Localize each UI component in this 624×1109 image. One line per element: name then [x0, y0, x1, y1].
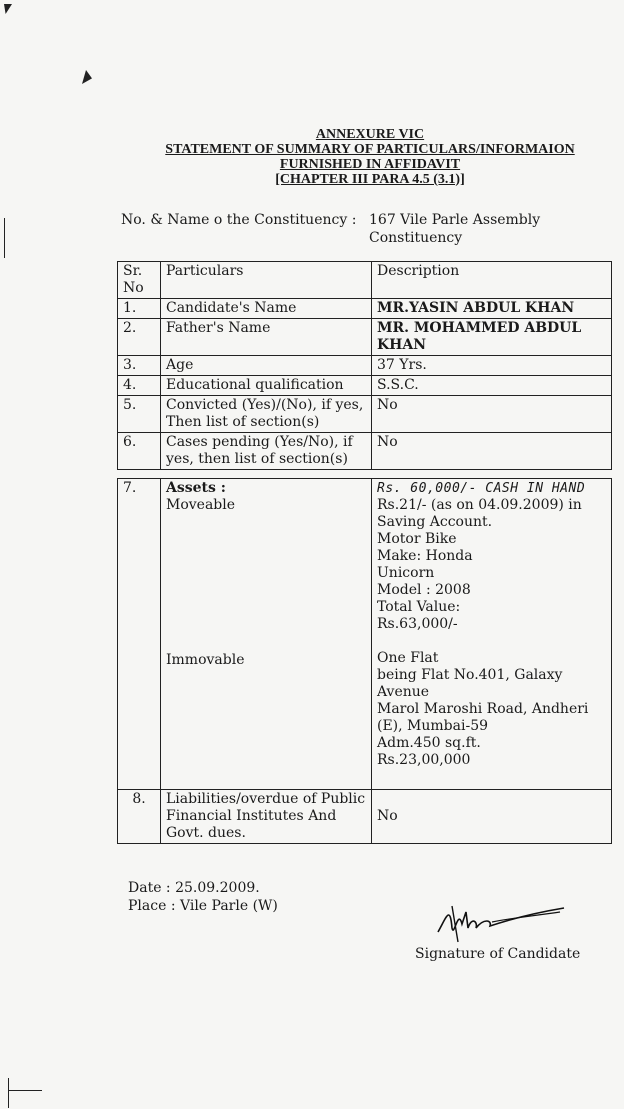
row-particulars: Cases pending (Yes/No), if yes, then list of section(s): [161, 433, 372, 470]
scan-mark-bottom-left-h: [8, 1090, 42, 1091]
row-description: 37 Yrs.: [372, 356, 612, 376]
place-line: Place : Vile Parle (W): [128, 898, 278, 914]
immovable-line: Marol Maroshi Road, Andheri (E), Mumbai-59: [377, 701, 589, 734]
row-particulars: Father's Name: [161, 319, 372, 356]
row-description: S.S.C.: [372, 376, 612, 396]
affidavit-title: FURNISHED IN AFFIDAVIT: [279, 157, 461, 172]
row-sr: 5.: [118, 396, 161, 433]
row-description: No: [372, 433, 612, 470]
scan-mark-smudge: [82, 70, 92, 84]
table-row: [118, 299, 612, 319]
table-row: [118, 319, 612, 356]
assets-title: Assets :: [166, 480, 226, 496]
particulars-table: [117, 261, 612, 470]
liabilities-row: [118, 790, 612, 844]
document-heading: [120, 127, 620, 187]
row-sr: 1.: [118, 299, 161, 319]
moveable-line: Motor Bike: [377, 531, 457, 547]
constituency-value-line1: 167 Vile Parle Assembly: [369, 212, 541, 228]
immovable-label: Immovable: [166, 652, 245, 668]
header-description: Description: [372, 262, 612, 299]
moveable-line: Unicorn: [377, 565, 435, 581]
annexure-title: ANNEXURE VIC: [315, 127, 425, 142]
constituency-line: [121, 211, 541, 246]
row-particulars: Age: [161, 356, 372, 376]
handwritten-signature: [432, 898, 572, 946]
moveable-label: Moveable: [166, 497, 236, 513]
row-particulars: Educational qualification: [161, 376, 372, 396]
signature-label: Signature of Candidate: [415, 946, 581, 962]
constituency-value: [369, 211, 569, 247]
moveable-line: Rs.63,000/-: [377, 616, 458, 632]
assets-sr: 7.: [118, 479, 161, 790]
table-row: [118, 396, 612, 433]
date-line: Date : 25.09.2009.: [128, 880, 260, 896]
row-particulars: Convicted (Yes)/(No), if yes, Then list of section(s): [161, 396, 372, 433]
statement-title: STATEMENT OF SUMMARY OF PARTICULARS/INFORMAION: [165, 142, 575, 157]
table-row: [118, 376, 612, 396]
header-sr: Sr. No: [118, 262, 161, 299]
immovable-line: being Flat No.401, Galaxy Avenue: [377, 667, 563, 700]
table-row: [118, 433, 612, 470]
moveable-line: Model : 2008: [377, 582, 471, 598]
row-particulars: Candidate's Name: [161, 299, 372, 319]
assets-row: [118, 479, 612, 790]
handwritten-cash-note: Rs. 60,000/- CASH IN HAND: [377, 481, 586, 496]
moveable-line: Rs.21/- (as on 04.09.2009) in Saving Account.: [377, 497, 582, 530]
immovable-line: One Flat: [377, 650, 439, 666]
liabilities-description: No: [372, 790, 612, 844]
assets-table: [117, 478, 612, 844]
moveable-line: Total Value:: [377, 599, 461, 615]
constituency-label: No. & Name o the Constituency :: [121, 212, 357, 228]
row-sr: 2.: [118, 319, 161, 356]
table-header-row: [118, 262, 612, 299]
scan-mark-bottom-left: [8, 1078, 9, 1108]
header-particulars: Particulars: [161, 262, 372, 299]
row-sr: 6.: [118, 433, 161, 470]
liabilities-sr: 8.: [118, 790, 161, 844]
scan-mark-top-left: [4, 4, 12, 14]
immovable-line: Adm.450 sq.ft.: [377, 735, 481, 751]
chapter-reference: [CHAPTER III PARA 4.5 (3.1)]: [275, 172, 465, 187]
moveable-line: Make: Honda: [377, 548, 473, 564]
table-row: [118, 356, 612, 376]
constituency-value-line2: Constituency: [369, 230, 463, 246]
immovable-line: Rs.23,00,000: [377, 752, 471, 768]
liabilities-particulars: Liabilities/overdue of Public Financial Institutes And Govt. dues.: [161, 790, 372, 844]
row-description: MR.YASIN ABDUL KHAN: [372, 299, 612, 319]
row-sr: 3.: [118, 356, 161, 376]
row-sr: 4.: [118, 376, 161, 396]
assets-particulars: [161, 479, 372, 790]
row-description: No: [372, 396, 612, 433]
row-description: MR. MOHAMMED ABDUL KHAN: [372, 319, 612, 356]
scan-mark-left-edge: [4, 218, 5, 258]
assets-description: [372, 479, 612, 790]
